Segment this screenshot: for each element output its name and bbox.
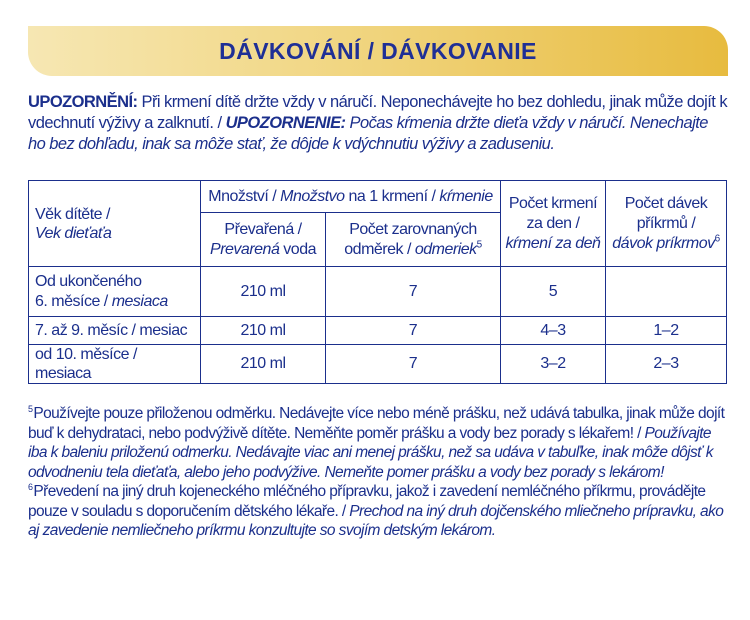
warning-notice <box>28 92 728 155</box>
header-comp-sk: dávok príkrmov <box>612 234 715 252</box>
warning-label-cz: UPOZORNĚNÍ: <box>28 93 138 111</box>
row-age-cz: Od ukončeného <box>35 272 142 290</box>
row-age <box>29 267 201 317</box>
header-comp-cz: Počet dávek <box>624 194 708 212</box>
row-feeds: 4–3 <box>501 317 606 345</box>
row-age: 7. až 9. měsíc / mesiac <box>29 317 201 345</box>
table-row <box>29 345 727 384</box>
header-amount-feed-sk: kŕmenie <box>439 187 493 205</box>
row-feeds: 3–2 <box>501 345 606 384</box>
footnote-5-sk: Používajte iba k baleniu priloženú odmerku. Nedávajte viac ani menej prášku, než sa udáva v tabuľke, inak môže dôjsť k odvodneniu tela dieťaťa, alebo jeho podvýžive. Nemeňte pomer prášku a vody bez porady s lekárom! <box>28 424 713 481</box>
header-age <box>29 181 201 267</box>
header-scoops-cz: Počet zarovnaných <box>349 220 477 238</box>
header-feeds-cz: Počet krmení <box>508 194 598 212</box>
table-row <box>29 317 727 345</box>
row-feeds: 5 <box>501 267 606 317</box>
header-complementary <box>606 181 727 267</box>
header-water-cz: Převařená / <box>224 220 302 238</box>
row-complementary: 2–3 <box>606 345 727 384</box>
header-amount-sk: Množstvo <box>280 187 345 205</box>
row-water: 210 ml <box>201 345 326 384</box>
header-amount-cz: Množství / <box>208 187 281 205</box>
footnotes <box>28 404 728 541</box>
row-age-sk: mesiaca <box>111 292 168 310</box>
footnote-6-sk: Prechod na iný druh dojčenského mliečneho prípravku, ako aj zavedenie nemliečneho príkrmu konzultujte so svojím detským lekárom. <box>28 502 724 539</box>
header-age-sk: Vek dieťaťa <box>35 224 112 242</box>
page-title: DÁVKOVÁNÍ / DÁVKOVANIE <box>219 37 537 64</box>
row-scoops: 7 <box>326 267 501 317</box>
header-water-sk: Prevarená <box>210 240 280 258</box>
footnote-ref-6: 6 <box>714 233 720 245</box>
warning-label-sk: UPOZORNENIE: <box>225 114 346 132</box>
row-complementary <box>606 267 727 317</box>
title-banner <box>28 26 728 76</box>
header-age-cz: Věk dítěte / <box>35 205 110 223</box>
header-scoops <box>326 213 501 267</box>
header-scoops-sk: odmeriek <box>414 240 477 258</box>
footnote-6-cz: Převedení na jiný druh kojeneckého mléčného přípravku, jakož i zavedení nemléčného příkrmu, provádějte pouze v souladu s doporučením dětského lékaře. / <box>28 483 706 520</box>
warning-text-cz: Při krmení dítě držte vždy v náručí. Neponechávejte ho bez dohledu, jinak může dojít k vdechnutí výživy a zalknutí. / <box>28 93 728 132</box>
row-water: 210 ml <box>201 267 326 317</box>
footnote-5-mark: 5 <box>28 403 33 414</box>
header-comp-cz-2: příkrmů / <box>636 214 696 232</box>
warning-text-sk: Počas kŕmenia držte dieťa vždy v náručí. Nenechajte ho bez dohľadu, inak sa môže stať, že dôjde k vdýchnutiu výživy a zaduseniu. <box>28 114 708 153</box>
header-amount-feed-cz: na 1 krmení / <box>344 187 440 205</box>
row-age-cz-2: 6. měsíce / <box>35 292 112 310</box>
row-scoops: 7 <box>326 317 501 345</box>
row-scoops: 7 <box>326 345 501 384</box>
header-feeds-cz-2: za den / <box>526 214 580 232</box>
header-scoops-cz-2: odměrek / <box>344 240 415 258</box>
row-water: 210 ml <box>201 317 326 345</box>
header-feeds-sk: kŕmení za deň <box>505 234 601 252</box>
header-feeds <box>501 181 606 267</box>
footnote-6 <box>28 482 728 541</box>
header-amount <box>201 181 501 213</box>
dosage-table <box>28 180 727 384</box>
table-row <box>29 267 727 317</box>
row-age: od 10. měsíce / mesiaca <box>29 345 201 384</box>
row-complementary: 1–2 <box>606 317 727 345</box>
footnote-5 <box>28 404 728 482</box>
header-water-end: voda <box>279 240 316 258</box>
footnote-ref-5: 5 <box>476 239 482 251</box>
header-water <box>201 213 326 267</box>
footnote-6-mark: 6 <box>28 481 33 492</box>
footnote-5-cz: Používejte pouze přiloženou odměrku. Nedávejte více nebo méně prášku, než udává tabulka, jinak může dojít buď k dehydrataci, nebo podvýživě dítěte. Neměňte poměr prášku a vody bez porady s lékařem! / <box>28 405 725 442</box>
